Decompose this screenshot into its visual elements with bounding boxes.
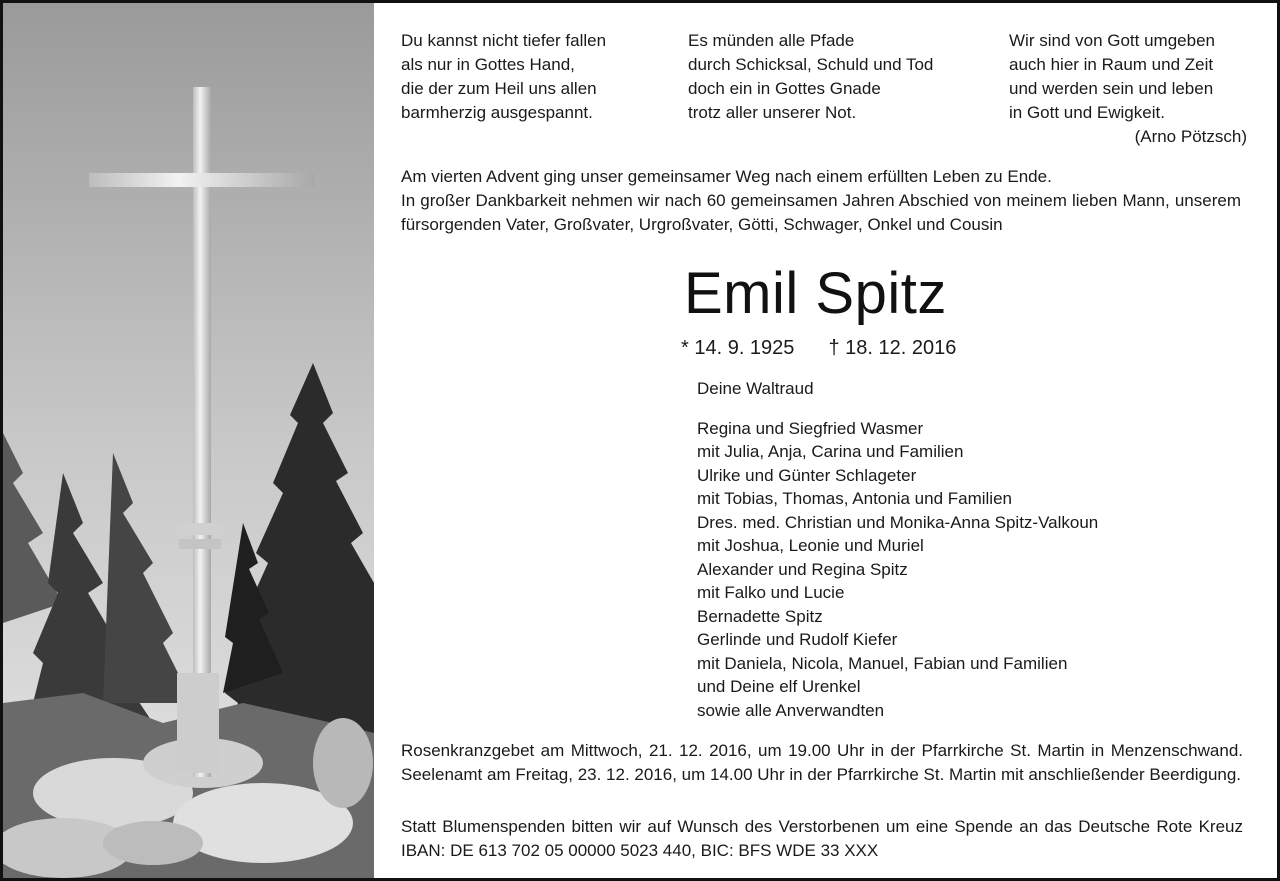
spouse-signature: Deine Waltraud	[697, 379, 814, 398]
cross-photo	[3, 3, 374, 878]
service-info	[401, 739, 1243, 787]
poem-stanza-2: Es münden alle Pfade durch Schicksal, Schuld und Tod doch ein in Gottes Gnade trotz aller unserer Not.	[688, 31, 934, 122]
life-dates	[681, 334, 956, 362]
mourner-line: mit Daniela, Nicola, Manuel, Fabian und Familien	[697, 653, 1068, 673]
mourner-line: Gerlinde und Rudolf Kiefer	[697, 630, 898, 649]
mourner-line: mit Joshua, Leonie und Muriel	[697, 536, 924, 555]
birth-date: * 14. 9. 1925	[681, 337, 795, 359]
mourner-line: Alexander und Regina Spitz	[697, 559, 908, 579]
deceased-name: Emil Spitz	[684, 261, 947, 326]
donation-text: Statt Blumenspenden bitten wir auf Wunsch des Verstorbenen um eine Spende an das Deutsche Rote Kreuz IBAN: DE 613 702 05 00000 5023 440, BIC: BFS WDE 33 XXX	[401, 817, 1243, 860]
service-text: Rosenkranzgebet am Mittwoch, 21. 12. 2016, um 19.00 Uhr in der Pfarrkirche St. Martin in Menzenschwand. Seelenamt am Freitag, 23. 12. 2016, um 14.00 Uhr in der Pfarrkirche St. Martin mit anschließender Beerdigung.	[401, 741, 1243, 784]
mourner-line: Regina und Siegfried Wasmer	[697, 418, 924, 438]
mourner-line: mit Falko und Lucie	[697, 583, 845, 602]
mourners-list	[697, 377, 1257, 722]
intro-text	[401, 165, 1241, 237]
intro-line-1: Am vierten Advent ging unser gemeinsamer Weg nach einem erfüllten Leben zu Ende.	[401, 167, 1052, 186]
mourner-line: Bernadette Spitz	[697, 606, 823, 626]
cross-photo-icon	[3, 3, 374, 878]
poem-stanza-3: Wir sind von Gott umgeben auch hier in Raum und Zeit und werden sein und leben in Gott und Ewigkeit.	[1009, 31, 1215, 122]
mourner-line: mit Tobias, Thomas, Antonia und Familien	[697, 489, 1012, 508]
poem-attribution: (Arno Pötzsch)	[1134, 127, 1247, 146]
death-date: † 18. 12. 2016	[828, 337, 957, 359]
poem-stanza-1: Du kannst nicht tiefer fallen als nur in Gottes Hand, die der zum Heil uns allen barmherzig ausgespannt.	[401, 31, 607, 122]
donation-info	[401, 815, 1243, 863]
mourner-line: sowie alle Anverwandten	[697, 700, 885, 720]
mourner-line: Ulrike und Günter Schlageter	[697, 465, 917, 485]
mourner-line: Dres. med. Christian und Monika-Anna Spitz-Valkoun	[697, 512, 1099, 532]
mourner-line: und Deine elf Urenkel	[697, 677, 861, 696]
mourner-line: mit Julia, Anja, Carina und Familien	[697, 442, 964, 461]
intro-line-2: In großer Dankbarkeit nehmen wir nach 60 gemeinsamen Jahren Abschied von meinem lieben Mann, unserem fürsorgenden Vater, Großvater, Urgroßvater, Götti, Schwager, Onkel und Cousin	[401, 191, 1241, 234]
